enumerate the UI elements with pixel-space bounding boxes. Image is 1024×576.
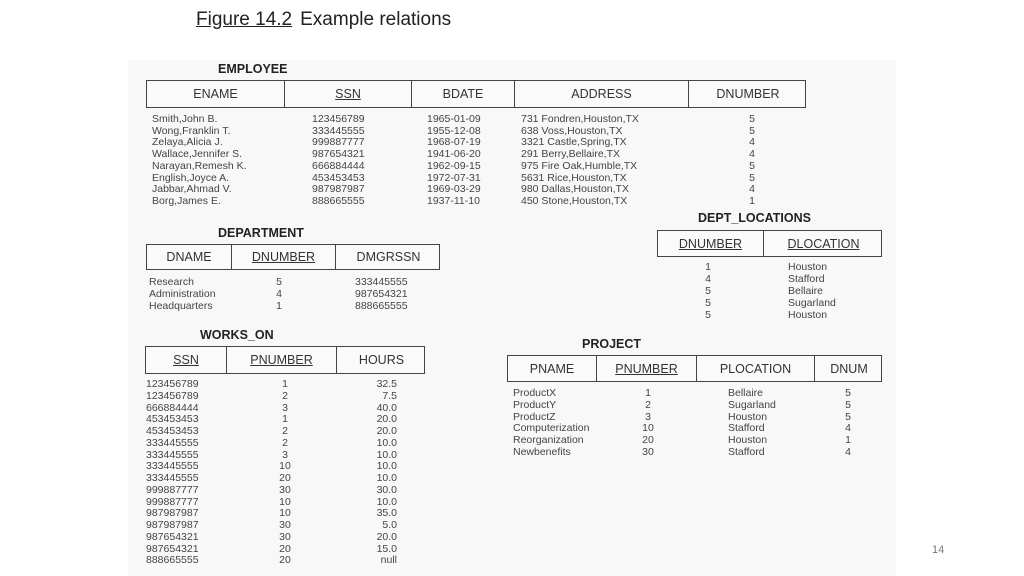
- column-label: ENAME: [193, 87, 238, 101]
- project-cell: Stafford: [728, 422, 765, 435]
- works-on-cell: 15.0: [376, 542, 397, 555]
- column-label: DNUMBER: [251, 250, 316, 264]
- employee-cell: 975 Fire Oak,Humble,TX: [521, 159, 638, 172]
- slide-title: [196, 9, 451, 31]
- dept-locations-column-header: [658, 231, 763, 256]
- column-label: DMGRSSN: [356, 250, 421, 264]
- project-cell: Houston: [728, 434, 768, 447]
- works-on-cell: 999887777: [146, 495, 199, 508]
- employee-cell: 1969-03-29: [427, 183, 481, 196]
- project-cell: 4: [845, 422, 851, 435]
- department-cell: 888665555: [355, 299, 408, 312]
- employee-cell: 1937-11-10: [427, 194, 480, 207]
- column-label: BDATE: [442, 87, 484, 101]
- department-cell: 5: [276, 276, 282, 288]
- employee-cell: 453453453: [312, 171, 365, 184]
- works-on-cell: 10.0: [376, 448, 397, 461]
- employee-cell: 5: [749, 159, 755, 172]
- employee-cell: 1955-12-08: [427, 124, 481, 137]
- project-cell: Bellaire: [728, 387, 764, 399]
- employee-cell: 987654321: [312, 148, 365, 161]
- works-on-column-header: [146, 347, 226, 373]
- column-label: DNUM: [830, 361, 868, 376]
- project-cell: Sugarland: [728, 398, 776, 411]
- employee-cell: 1962-09-15: [427, 159, 481, 172]
- column-label: ADDRESS: [571, 87, 632, 101]
- employee-cell: Borg,James E.: [152, 194, 221, 207]
- project-cell: 20: [642, 434, 654, 447]
- employee-cell: 888665555: [312, 194, 365, 207]
- works-on-cell: 30.0: [376, 483, 397, 496]
- employee-cell: 5: [749, 171, 755, 184]
- works-on-cell: null: [380, 554, 397, 567]
- employee-cell: 638 Voss,Houston,TX: [521, 124, 623, 137]
- dept-locations-cell: Sugarland: [788, 297, 836, 309]
- project-cell: Computerization: [513, 422, 590, 435]
- employee-cell: 333445555: [312, 124, 365, 137]
- project-cell: 5: [845, 410, 851, 423]
- employee-cell: English,Joyce A.: [152, 171, 230, 184]
- dept-locations-cell: 4: [705, 273, 711, 285]
- works-on-cell: 1: [282, 378, 288, 390]
- works-on-cell: 333445555: [146, 436, 199, 449]
- project-cell: ProductZ: [513, 410, 556, 423]
- department-column-header: [335, 245, 441, 269]
- dept-locations-cell: Houston: [788, 261, 828, 273]
- department-cell: Headquarters: [149, 299, 213, 312]
- works-on-cell: 20.0: [376, 530, 397, 543]
- employee-header-row: [146, 80, 806, 108]
- works-on-column-header: [336, 347, 426, 373]
- works-on-cell: 40.0: [376, 401, 397, 414]
- dept-locations-cell: 5: [705, 309, 711, 321]
- employee-cell: 450 Stone,Houston,TX: [521, 194, 628, 207]
- works-on-cell: 32.5: [376, 378, 397, 390]
- column-label: PNAME: [529, 361, 575, 376]
- employee-cell: Narayan,Remesh K.: [152, 159, 247, 172]
- employee-cell: 5: [749, 124, 755, 137]
- column-label: PNUMBER: [250, 353, 313, 367]
- column-label: DNUMBER: [678, 236, 743, 251]
- column-label: DNUMBER: [716, 87, 780, 101]
- column-label: PNUMBER: [615, 361, 678, 376]
- department-column-header: [231, 245, 335, 269]
- project-cell: 10: [642, 422, 654, 435]
- employee-table-title: EMPLOYEE: [218, 62, 288, 76]
- project-cell: 1: [645, 387, 651, 399]
- project-column-header: [814, 356, 883, 381]
- employee-cell: 4: [749, 148, 755, 161]
- employee-cell: 1: [749, 194, 755, 207]
- department-cell: 4: [276, 287, 282, 300]
- works-on-cell: 2: [282, 436, 288, 449]
- works-on-cell: 30: [279, 483, 291, 496]
- employee-cell: 1941-06-20: [427, 148, 481, 161]
- project-cell: ProductX: [513, 387, 557, 399]
- employee-cell: 4: [749, 183, 755, 196]
- dept-locations-cell: Bellaire: [788, 285, 824, 297]
- employee-cell: Wong,Franklin T.: [152, 124, 231, 137]
- column-label: DLOCATION: [787, 236, 860, 251]
- dept-locations-cell: Houston: [788, 309, 828, 321]
- project-cell: Stafford: [728, 446, 765, 458]
- project-cell: 5: [845, 387, 851, 399]
- project-table-title: PROJECT: [582, 337, 642, 351]
- dept-locations-cell: Stafford: [788, 273, 825, 285]
- works-on-cell: 20: [279, 472, 291, 484]
- project-header-row: [507, 355, 882, 382]
- project-cell: Reorganization: [513, 434, 584, 447]
- department-header-row: [146, 244, 440, 270]
- works-on-cell: 123456789: [146, 378, 199, 390]
- relations-figure: [128, 60, 896, 576]
- employee-column-header: [688, 81, 807, 107]
- employee-cell: Jabbar,Ahmad V.: [152, 183, 232, 196]
- works-on-cell: 2: [282, 425, 288, 437]
- column-label: SSN: [335, 87, 361, 101]
- project-cell: Houston: [728, 410, 768, 423]
- works-on-cell: 3: [282, 401, 288, 414]
- figure-label: Figure 14.2: [196, 9, 293, 30]
- department-cell: 1: [276, 299, 282, 312]
- project-cell: 2: [645, 398, 651, 411]
- project-cell: Newbenefits: [513, 446, 571, 458]
- employee-cell: Wallace,Jennifer S.: [152, 148, 243, 161]
- employee-cell: 5631 Rice,Houston,TX: [521, 171, 627, 184]
- works-on-cell: 5.0: [382, 519, 397, 531]
- dept-locations-column-header: [763, 231, 883, 256]
- employee-cell: 3321 Castle,Spring,TX: [521, 136, 627, 149]
- project-column-header: [508, 356, 596, 381]
- works-on-header-row: [145, 346, 425, 374]
- project-cell: 30: [642, 446, 654, 458]
- works-on-cell: 20: [279, 542, 291, 555]
- project-column-header: [596, 356, 696, 381]
- works-on-cell: 987654321: [146, 530, 199, 543]
- works-on-cell: 10: [279, 495, 291, 508]
- dept-locations-cell: 5: [705, 297, 711, 309]
- works-on-cell: 987654321: [146, 542, 199, 555]
- works-on-cell: 333445555: [146, 460, 199, 473]
- employee-column-header: [147, 81, 284, 107]
- employee-column-header: [284, 81, 411, 107]
- dept-locations-header-row: [657, 230, 882, 257]
- works-on-cell: 333445555: [146, 448, 199, 461]
- works-on-cell: 10: [279, 460, 291, 473]
- project-cell: 4: [845, 446, 851, 458]
- employee-cell: 999887777: [312, 136, 365, 149]
- dept-locations-cell: 1: [705, 261, 711, 273]
- column-label: SSN: [173, 353, 199, 367]
- project-cell: 1: [845, 434, 851, 447]
- works-on-cell: 10.0: [376, 436, 397, 449]
- works-on-cell: 453453453: [146, 413, 199, 426]
- employee-cell: 666884444: [312, 159, 365, 172]
- works-on-table-title: WORKS_ON: [200, 328, 274, 342]
- project-column-header: [696, 356, 814, 381]
- works-on-cell: 987987987: [146, 519, 199, 531]
- works-on-cell: 30: [279, 519, 291, 531]
- column-label: DNAME: [166, 250, 212, 264]
- employee-cell: 1965-01-09: [427, 113, 481, 125]
- works-on-column-header: [226, 347, 336, 373]
- works-on-cell: 30: [279, 530, 291, 543]
- department-cell: Administration: [149, 287, 216, 300]
- works-on-cell: 123456789: [146, 389, 199, 402]
- works-on-cell: 333445555: [146, 472, 199, 484]
- department-cell: Research: [149, 276, 194, 288]
- employee-cell: Smith,John B.: [152, 113, 218, 125]
- figure-caption: Example relations: [300, 9, 452, 30]
- employee-column-header: [514, 81, 688, 107]
- works-on-cell: 20.0: [376, 413, 397, 426]
- dept-locations-cell: 5: [705, 285, 711, 297]
- project-cell: 3: [645, 410, 651, 423]
- dept-locations-table-title: DEPT_LOCATIONS: [698, 211, 811, 225]
- employee-column-header: [411, 81, 514, 107]
- works-on-cell: 10.0: [376, 460, 397, 473]
- employee-cell: 731 Fondren,Houston,TX: [521, 113, 639, 125]
- employee-cell: 980 Dallas,Houston,TX: [521, 183, 629, 196]
- works-on-cell: 20: [279, 554, 291, 567]
- employee-cell: Zelaya,Alicia J.: [152, 136, 223, 149]
- employee-cell: 987987987: [312, 183, 365, 196]
- project-cell: ProductY: [513, 398, 557, 411]
- employee-cell: 1968-07-19: [427, 136, 481, 149]
- employee-cell: 1972-07-31: [427, 171, 481, 184]
- page-number: 14: [932, 544, 945, 556]
- works-on-cell: 3: [282, 448, 288, 461]
- works-on-cell: 20.0: [376, 425, 397, 437]
- employee-cell: 4: [749, 136, 755, 149]
- department-table-title: DEPARTMENT: [218, 226, 304, 240]
- works-on-cell: 7.5: [382, 389, 397, 402]
- works-on-cell: 987987987: [146, 507, 199, 520]
- works-on-cell: 10.0: [376, 472, 397, 484]
- works-on-cell: 666884444: [146, 401, 199, 414]
- employee-cell: 5: [749, 113, 755, 125]
- works-on-cell: 10.0: [376, 495, 397, 508]
- works-on-cell: 888665555: [146, 554, 199, 567]
- works-on-cell: 2: [282, 389, 288, 402]
- works-on-cell: 453453453: [146, 425, 199, 437]
- works-on-cell: 1: [282, 413, 288, 426]
- works-on-cell: 999887777: [146, 483, 199, 496]
- works-on-cell: 35.0: [376, 507, 397, 520]
- works-on-cell: 10: [279, 507, 291, 520]
- department-column-header: [147, 245, 231, 269]
- project-cell: 5: [845, 398, 851, 411]
- employee-cell: 291 Berry,Bellaire,TX: [521, 148, 621, 161]
- department-cell: 333445555: [355, 276, 408, 288]
- column-label: PLOCATION: [719, 361, 792, 376]
- employee-cell: 123456789: [312, 113, 365, 125]
- department-cell: 987654321: [355, 287, 408, 300]
- column-label: HOURS: [358, 353, 405, 367]
